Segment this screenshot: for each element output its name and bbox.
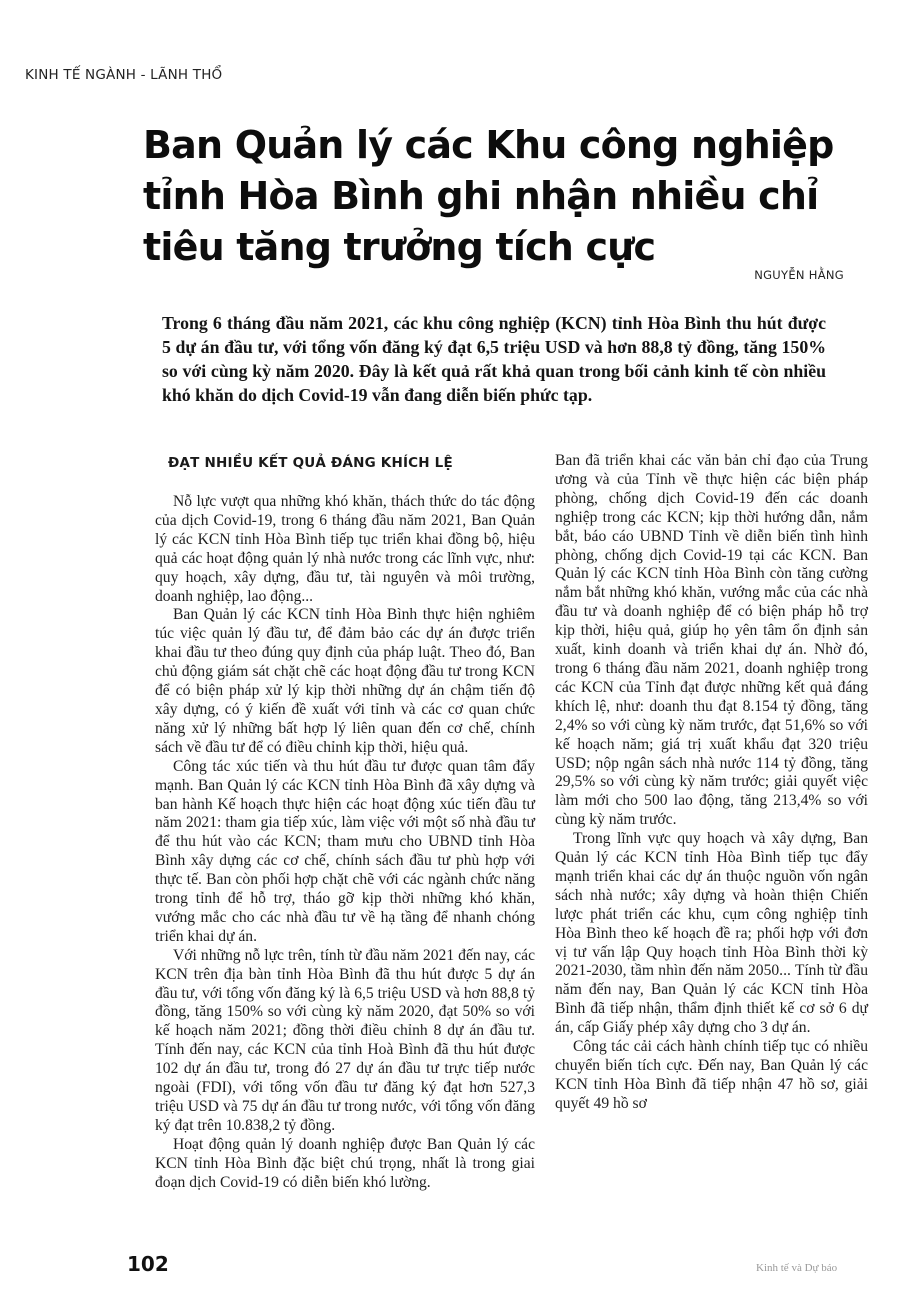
section-tag: KINH TẾ NGÀNH - LÃNH THỔ [25, 67, 223, 83]
page-number: 102 [127, 1252, 169, 1276]
paragraph: Với những nỗ lực trên, tính từ đầu năm 2021 đến nay, các KCN trên địa bàn tỉnh Hòa Bình đã thu hút được 5 dự án đầu tư, với tổng vốn đăng ký là 6,5 triệu USD và hơn 88,8 tỷ đồng, tăng 150% so với cùng kỳ năm 2020, đạt 50% so với kế hoạch năm 2021; đồng thời điều chỉnh 8 dự án đầu tư. Tính đến nay, các KCN của tỉnh Hoà Bình đã thu hút được 102 dự án đầu tư, trong đó 27 dự án đầu tư trực tiếp nước ngoài (FDI), với tổng vốn đầu tư đăng ký đạt hơn 527,3 triệu USD và 75 dự án đầu tư trong nước, với tổng vốn đăng ký đạt trên 10.838,2 tỷ đồng. [155, 946, 535, 1134]
paragraph: Công tác cải cách hành chính tiếp tục có nhiều chuyển biến tích cực. Đến nay, Ban Quản lý các KCN tỉnh Hòa Bình đã tiếp nhận 47 hồ sơ, giải quyết 49 hồ sơ [555, 1038, 868, 1112]
left-column [155, 450, 535, 1193]
paragraph: Hoạt động quản lý doanh nghiệp được Ban Quản lý các KCN tỉnh Hòa Bình đặc biệt chú trọng, nhất là trong giai đoạn dịch Covid-19 có diễn biến khó lường. [155, 1135, 535, 1191]
author-byline: NGUYỄN HẰNG [754, 268, 844, 282]
article-title: Ban Quản lý các Khu công nghiệp tỉnh Hòa Bình ghi nhận nhiều chỉ tiêu tăng trưởng tích cực [143, 123, 834, 269]
paragraph: Ban đã triển khai các văn bản chỉ đạo của Trung ương và của Tỉnh về thực hiện các biện pháp phòng, chống dịch Covid-19 đến các doanh nghiệp trong các KCN; kịp thời hướng dẫn, nắm bắt, báo cáo UBND Tỉnh về diễn biến tình hình phòng, chống dịch Covid-19 tại các KCN. Ban Quản lý các KCN tỉnh Hòa Bình còn tăng cường nắm bắt những khó khăn, vướng mắc của các nhà đầu tư và doanh nghiệp để có biện pháp hỗ trợ kịp thời, hiệu quả, giúp họ yên tâm ổn định sản xuất, kinh doanh và triển khai dự án. Nhờ đó, trong 6 tháng đầu năm 2021, doanh nghiệp trong các KCN của Tỉnh đạt được những kết quả đáng khích lệ, như: doanh thu đạt 8.154 tỷ đồng, tăng 2,4% so với cùng kỳ năm trước, đạt 51,6% so với kế hoạch năm; giá trị xuất khẩu đạt 320 triệu USD; nộp ngân sách nhà nước 114 tỷ đồng, tăng 29,5% so với cùng kỳ năm trước; giải quyết việc làm mới cho 500 lao động, tăng 213,4% so với cùng kỳ năm trước. [555, 452, 868, 829]
paragraph: Ban Quản lý các KCN tỉnh Hòa Bình thực hiện nghiêm túc việc quản lý đầu tư, để đảm bảo các dự án được triển khai đầu tư theo đúng quy định của pháp luật. Theo đó, Ban chủ động giám sát chặt chẽ các hoạt động đầu tư trong KCN để có biện pháp xử lý kịp thời những dự án chậm tiến độ xây dựng, có ý kiến đề xuất với tỉnh và các cơ quan chức năng xử lý những bất hợp lý liên quan đến cơ chế, chính sách về đầu tư để có điều chỉnh kịp thời, hiệu quả. [155, 606, 535, 756]
right-column [555, 452, 868, 1114]
journal-name: Kinh tế và Dự báo [756, 1262, 838, 1274]
subheading: ĐẠT NHIỀU KẾT QUẢ ĐÁNG KHÍCH LỆ [168, 455, 453, 471]
paragraph: Công tác xúc tiến và thu hút đầu tư được quan tâm đẩy mạnh. Ban Quản lý các KCN tỉnh Hòa Bình đã xây dựng và ban hành Kế hoạch thực hiện các hoạt động xúc tiến đầu tư năm 2021: tham gia tiếp xúc, làm việc với một số nhà đầu tư để thu hút vào các KCN; tham mưu cho UBND tỉnh Hòa Bình xây dựng các cơ chế, chính sách đầu tư phù hợp với thực tế. Ban còn phối hợp chặt chẽ với các ngành chức năng trong tỉnh để hỗ trợ, tháo gỡ kịp thời những khó khăn, vướng mắc cho các nhà đầu tư về hạ tầng để nhanh chóng triển khai dự án. [155, 757, 535, 945]
paragraph: Nỗ lực vượt qua những khó khăn, thách thức do tác động của dịch Covid-19, trong 6 tháng đầu năm 2021, Ban Quản lý các KCN tỉnh Hòa Bình tiếp tục triển khai đồng bộ, hiệu quả các hoạt động quản lý nhà nước trong các lĩnh vực, như: quy hoạch, xây dựng, đầu tư, tài nguyên và môi trường, doanh nghiệp, lao động... [155, 493, 535, 605]
paragraph: Trong lĩnh vực quy hoạch và xây dựng, Ban Quản lý các KCN tỉnh Hòa Bình tiếp tục đẩy mạnh triển khai các dự án thuộc nguồn vốn ngân sách nhà nước; xây dựng và hoàn thiện Chiến lược phát triển các khu, cụm công nghiệp tỉnh Hòa Bình theo kế hoạch đề ra; phối hợp với đơn vị tư vấn lập Quy hoạch tỉnh Hòa Bình thời kỳ 2021-2030, tầm nhìn đến năm 2050... Tính từ đầu năm đến nay, Ban Quản lý các KCN tỉnh Hòa Bình đã tiếp nhận, thẩm định thiết kế cơ sở 6 dự án, cấp Giấy phép xây dựng cho 3 dự án. [555, 830, 868, 1037]
article-lead: Trong 6 tháng đầu năm 2021, các khu công nghiệp (KCN) tỉnh Hòa Bình thu hút được 5 dự án đầu tư, với tổng vốn đăng ký đạt 6,5 triệu USD và hơn 88,8 tỷ đồng, tăng 150% so với cùng kỳ năm 2020. Đây là kết quả rất khả quan trong bối cảnh kinh tế còn nhiều khó khăn do dịch Covid-19 vẫn đang diễn biến phức tạp. [162, 313, 826, 405]
